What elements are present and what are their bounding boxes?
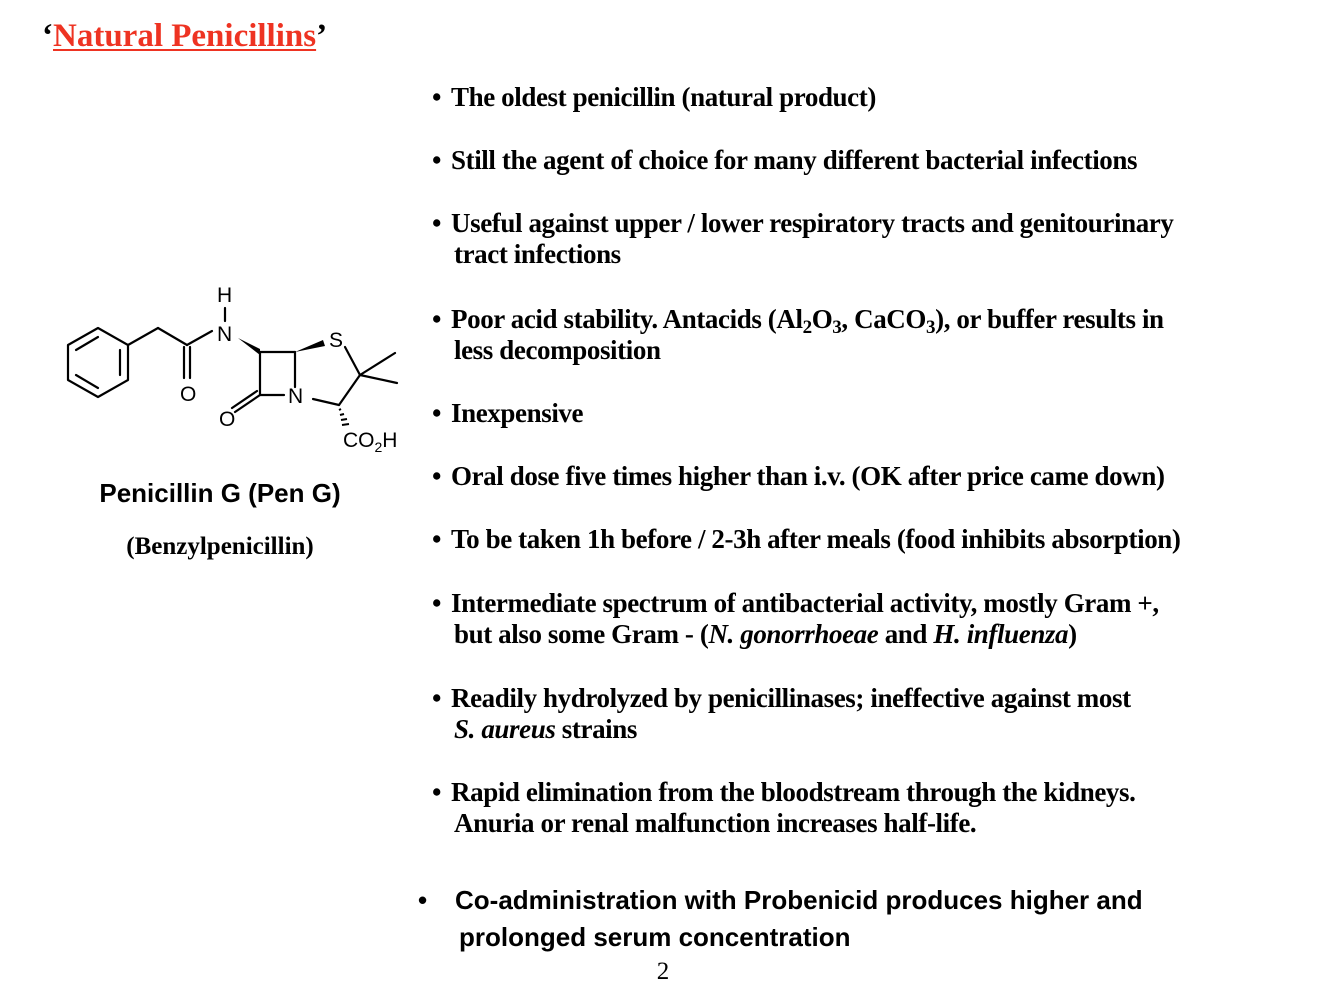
- bullet-dot: •: [432, 524, 442, 554]
- bullet-dot: •: [432, 461, 442, 491]
- compound-alt-name: (Benzylpenicillin): [126, 533, 314, 560]
- bullet-item: [432, 524, 1292, 555]
- hashed-bond: [339, 409, 349, 425]
- atom-h: H: [217, 284, 233, 307]
- bullet-text-continued: prolonged serum concentration: [459, 922, 851, 952]
- bullet-text: To be taken 1h before / 2-3h after meals (food inhibits absorption): [451, 524, 1181, 554]
- bullet-text-continued: tract infections: [454, 239, 621, 269]
- bullet-text: Intermediate spectrum of antibacterial activity, mostly Gram +,: [451, 588, 1159, 618]
- penicillin-g-structure: [55, 275, 425, 465]
- wedge-bond: [238, 338, 260, 355]
- atom-o-amide: O: [180, 383, 197, 406]
- bond: [128, 328, 158, 345]
- bullet-text-continued: S. aureus strains: [454, 714, 638, 744]
- bullet-text-continued: but also some Gram - (N. gonorrhoeae and H. influenza): [454, 619, 1077, 649]
- structure-diagram: [55, 275, 425, 465]
- bond: [187, 331, 212, 345]
- atom-n-amide: N: [217, 323, 233, 346]
- bullet-dot: •: [432, 145, 442, 175]
- page-number: 2: [656, 958, 670, 985]
- bullet-dot: •: [432, 208, 442, 238]
- bullet-item: [432, 398, 1292, 429]
- bullet-item: [432, 683, 1292, 745]
- atom-s: S: [329, 329, 344, 352]
- bullet-item: [432, 82, 1292, 113]
- bullet-text: Readily hydrolyzed by penicillinases; ineffective against most: [451, 683, 1131, 713]
- carboxylic-acid-label: CO2H: [343, 429, 398, 455]
- bullet-text: Rapid elimination from the bloodstream through the kidneys.: [451, 777, 1136, 807]
- bullet-item: [432, 461, 1292, 492]
- bullet-dot: •: [432, 304, 442, 334]
- methyl-bond: [360, 375, 397, 383]
- title-close-quote: ’: [316, 18, 328, 54]
- bullet-dot: •: [432, 398, 442, 428]
- bullet-text-continued: less decomposition: [454, 335, 661, 365]
- bullet-text-continued: Anuria or renal malfunction increases half-life.: [454, 808, 977, 838]
- bullet-item: [432, 588, 1292, 650]
- bullet-text: Still the agent of choice for many different bacterial infections: [451, 145, 1138, 175]
- bond: [345, 347, 360, 375]
- bond: [339, 375, 360, 405]
- bullet-dot: •: [432, 683, 442, 713]
- bullet-dot: •: [432, 777, 442, 807]
- bullet-item: [432, 208, 1292, 270]
- title-open-quote: ‘: [42, 18, 53, 54]
- bullet-item: [432, 145, 1292, 176]
- bond: [313, 399, 339, 405]
- bullet-text: Useful against upper / lower respiratory tracts and genitourinary: [451, 208, 1174, 238]
- wedge-bond: [295, 340, 325, 352]
- bullet-dot: •: [432, 82, 442, 112]
- bullet-text: Poor acid stability. Antacids ($Al_2O_3$, CaCO$_3$), or buffer results in: [451, 304, 1164, 338]
- title-text: Natural Penicillins: [53, 18, 317, 54]
- compound-name: Penicillin G (Pen G): [99, 478, 341, 508]
- bullet-dot: •: [418, 885, 428, 915]
- bullet-text: Inexpensive: [451, 398, 584, 428]
- bullet-text: The oldest penicillin (natural product): [451, 82, 876, 112]
- page-title: [42, 18, 327, 55]
- bullet-dot: •: [432, 588, 442, 618]
- methyl-bond: [360, 353, 395, 375]
- atom-n-ring: N: [288, 385, 304, 408]
- bullet-text: Oral dose five times higher than i.v. (OK after price came down): [451, 461, 1165, 491]
- bullet-text: Co-administration with Probenicid produces higher and: [455, 885, 1143, 915]
- bullet-item: [432, 777, 1292, 839]
- bullet-item: [418, 882, 1298, 956]
- bullet-item: [432, 304, 1292, 366]
- bond: [158, 328, 187, 345]
- atom-o-lactam: O: [219, 408, 236, 431]
